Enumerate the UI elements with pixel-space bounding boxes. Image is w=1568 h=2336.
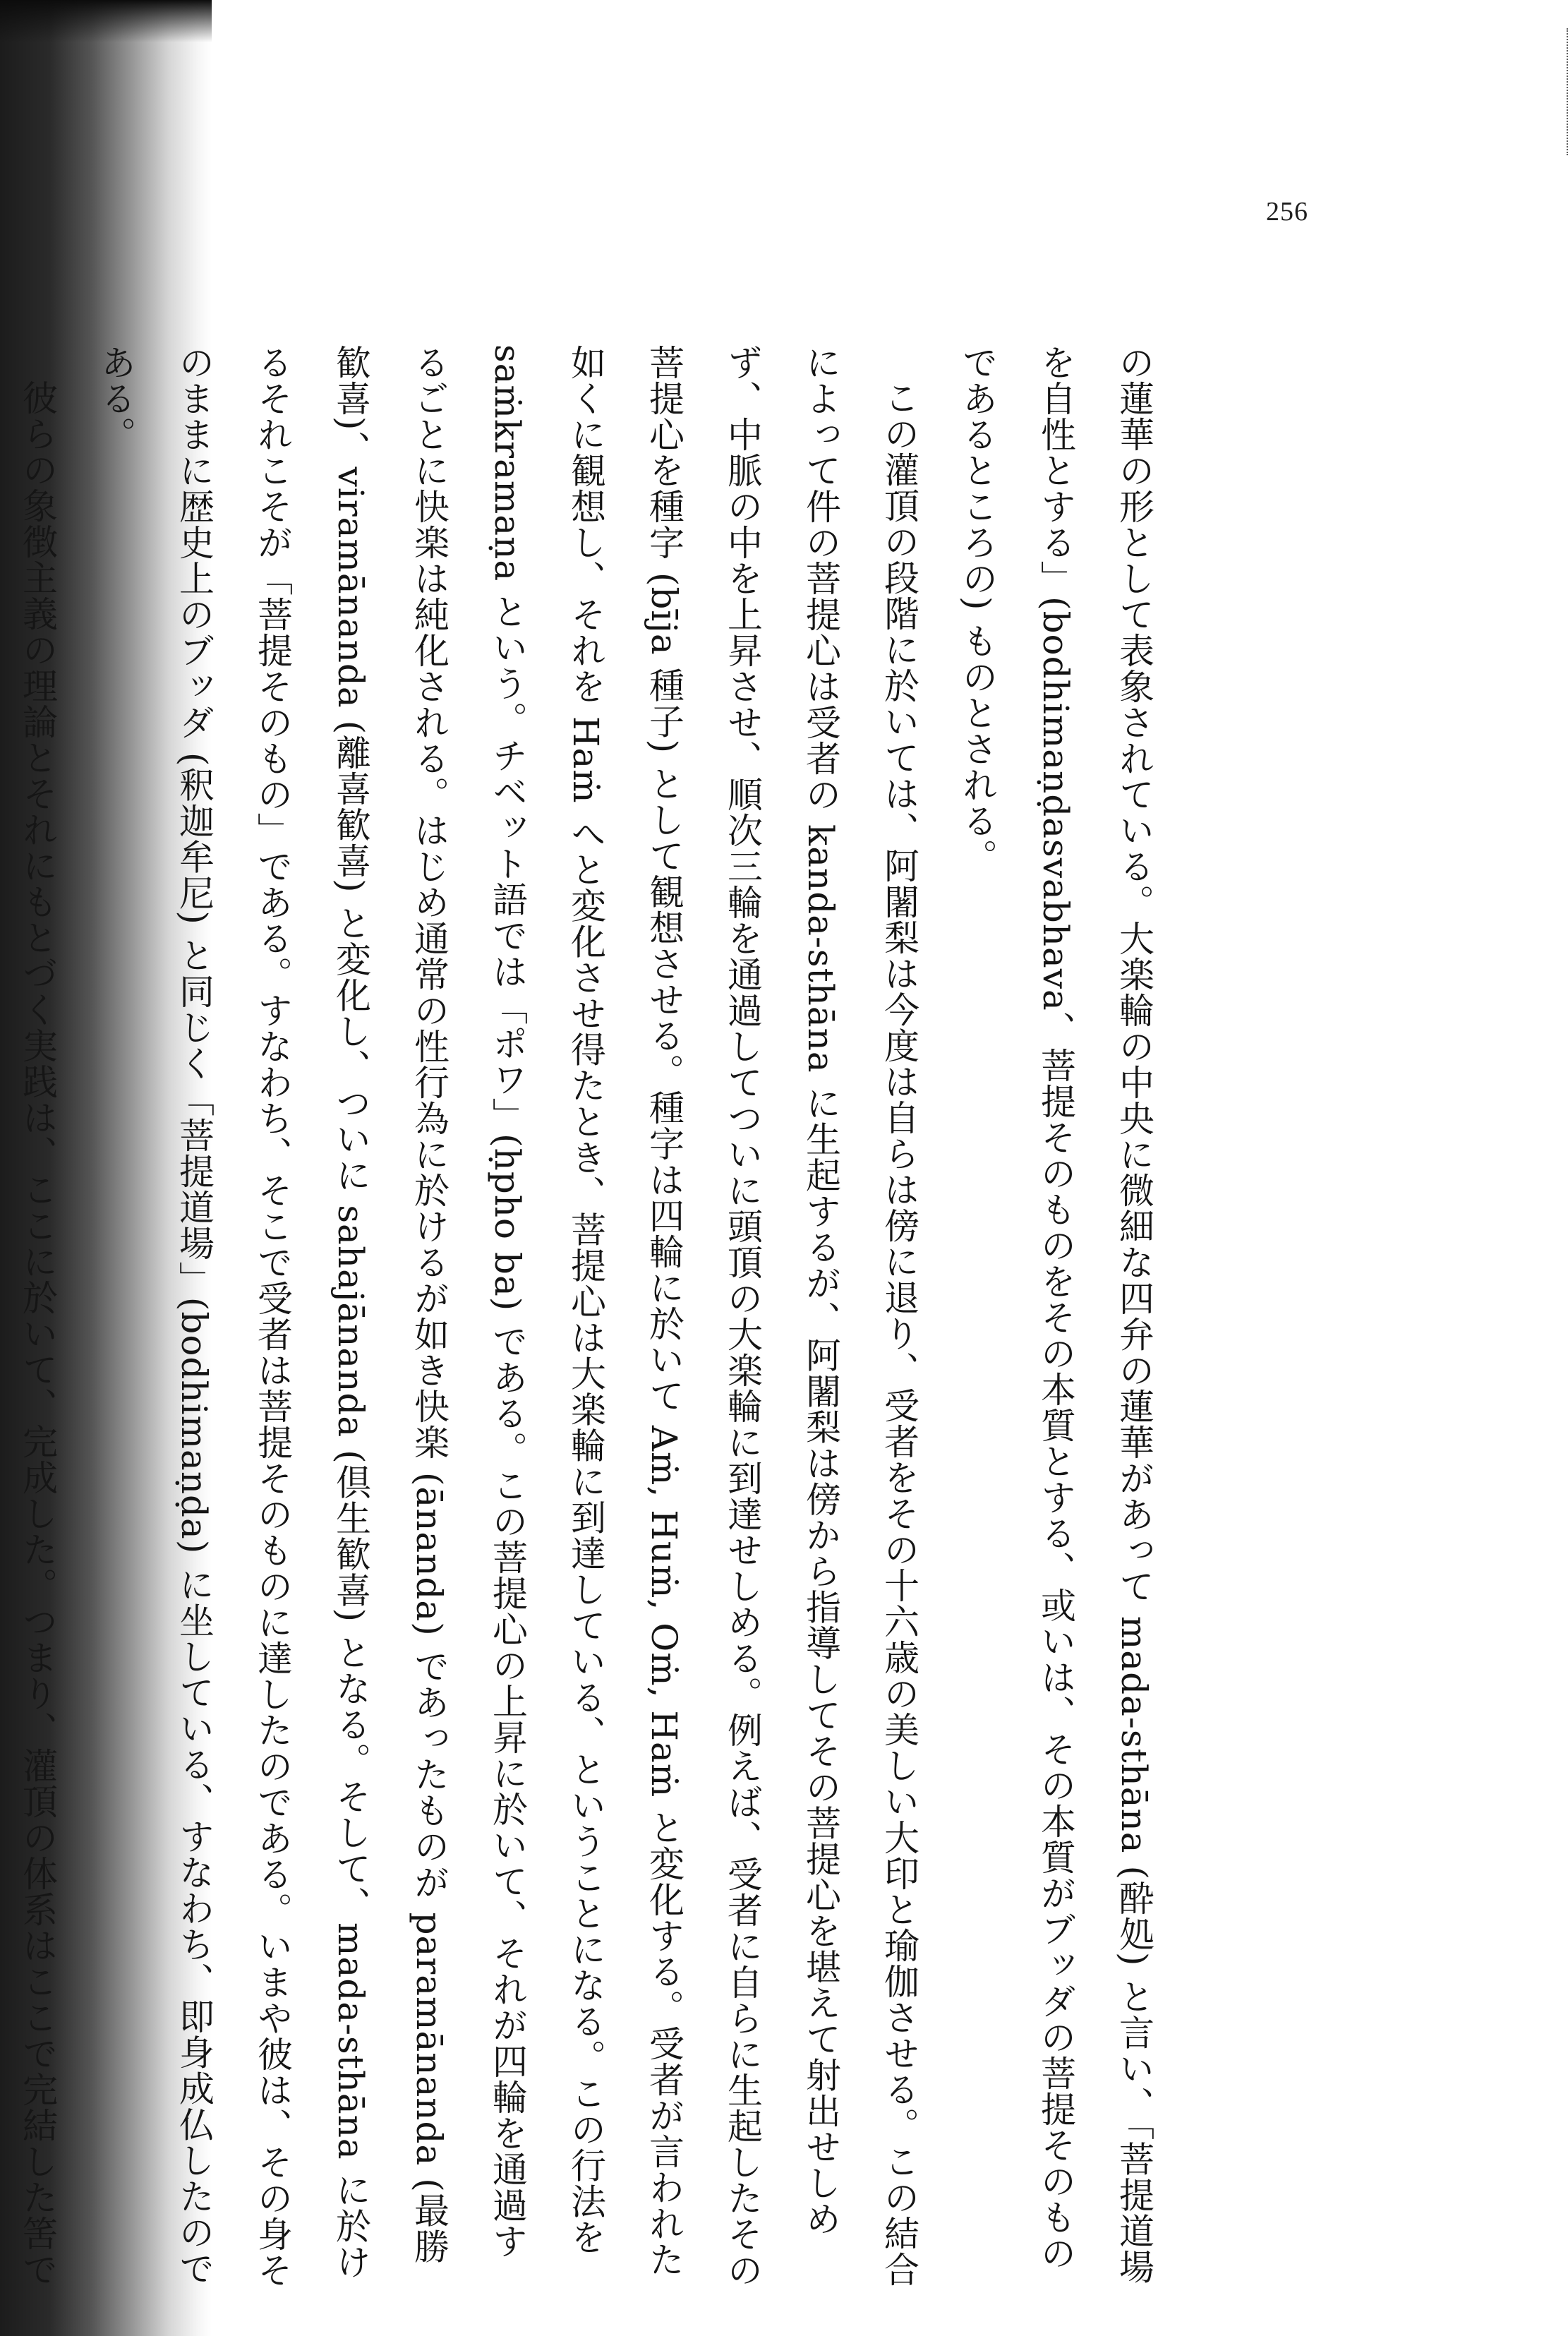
page-number: 256 [1266, 197, 1308, 227]
scan-top-edge [0, 0, 212, 42]
paragraph-1: の蓮華の形として表象されている。大楽輪の中央に微細な四弁の蓮華があって mada-sthāna (酔処) と言い、「菩提道場を自性とする」(bodhimaṇḍasvabhava、菩提そのものをその本質とする、或いは、その本質がブッダの菩提そのものであるところの) ものとされる。 [957, 344, 1154, 2285]
paragraph-2: この灌頂の段階に於いては、阿闍梨は今度は自らは傍に退り、受者をその十六歳の美しい大印と瑜伽させる。この結合によって件の菩提心は受者の kanda-sthāna に生起するが、阿闍梨は傍から指導してその菩提心を堪えて射出せしめず、中脈の中を上昇させ、順次三輪を通過してついに頭頂の大楽輪に到達せしめる。例えば、受者に自らに生起したその菩提心を種字 (bīja 種子) として観想させる。種字は四輪に於いて Aṁ, Huṁ, Oṁ, Haṁ と変化する。受者が言われた如くに観想し、それを Haṁ へと変化させ得たとき、菩提心は大楽輪に到達している、ということになる。この行法を saṁkramaṇa という。チベット語では「ポワ」(ḥpho ba) である。この菩提心の上昇に於いて、それが四輪を通過するごとに快楽は純化される。はじめ通常の性行為に於けるが如き快楽 (ānanda) であったものが paramānanda (最勝歓喜)、viramānanda (離喜歓喜) と変化し、ついに sahajānanda (倶生歓喜) となる。そして、mada-sthāna に於けるそれこそが「菩提そのもの」である。すなわち、そこで受者は菩提そのものに達したのである。いまや彼は、その身そのままに歴史上のブッダ (釈迦牟尼) と同じく「菩提道場」(bodhimaṇḍa) に坐している、すなわち、即身成仏したのである。 [95, 344, 919, 2288]
scan-edge-marks [1561, 28, 1568, 155]
paragraph-3: 彼らの象徴主義の理論とそれにもとづく実践は、ここに於いて、完成した。つまり、灌頂の体系はここで完結した筈で [17, 380, 58, 2287]
vertical-body-text [0, 344, 1173, 2292]
